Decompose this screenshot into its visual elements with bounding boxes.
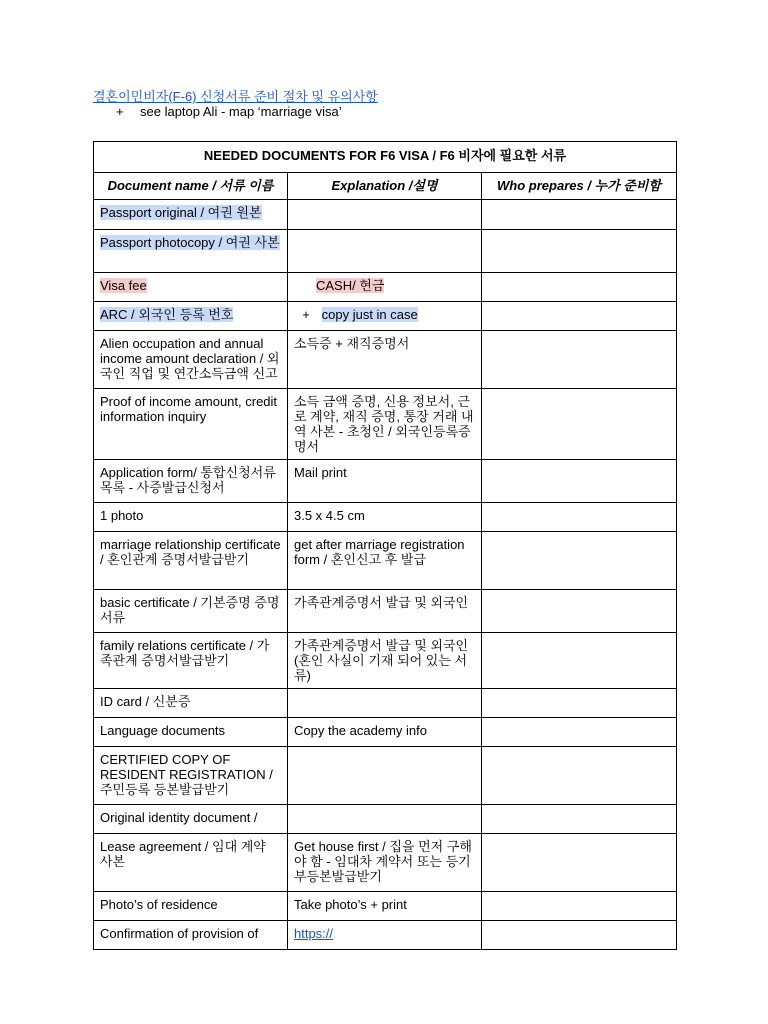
- cell-who[interactable]: [482, 503, 677, 532]
- cell-doc[interactable]: Lease agreement / 임대 계약 사본: [94, 834, 288, 892]
- table-row: [94, 302, 677, 331]
- documents-table: [93, 141, 677, 950]
- table-row: [94, 200, 677, 230]
- cell-doc[interactable]: Proof of income amount, credit information inquiry: [94, 389, 288, 460]
- cell-who[interactable]: [482, 921, 677, 950]
- cell-exp[interactable]: [288, 230, 482, 273]
- column-header-document: Document name / 서류 이름: [94, 173, 288, 200]
- cell-doc[interactable]: Language documents: [94, 718, 288, 747]
- table-row: [94, 590, 677, 633]
- cell-who[interactable]: [482, 718, 677, 747]
- cell-doc[interactable]: Confirmation of provision of: [94, 921, 288, 950]
- table-row: [94, 718, 677, 747]
- cell-who[interactable]: [482, 633, 677, 689]
- cell-who[interactable]: [482, 389, 677, 460]
- cell-who[interactable]: [482, 273, 677, 302]
- table-row: [94, 921, 677, 950]
- highlighted-text: Passport photocopy / 여권 사본: [100, 235, 280, 250]
- table-row: [94, 689, 677, 718]
- cell-who[interactable]: [482, 834, 677, 892]
- cell-doc[interactable]: Alien occupation and annual income amount declaration / 외국인 직업 및 연간소득금액 신고: [94, 331, 288, 389]
- cell-who[interactable]: [482, 302, 677, 331]
- cell-exp[interactable]: 가족관계증명서 발급 및 외국인: [288, 590, 482, 633]
- table-row: [94, 389, 677, 460]
- provision-link[interactable]: https://: [294, 926, 334, 941]
- highlighted-text: CASH/ 현금: [316, 278, 385, 293]
- column-header-explanation: Explanation /설명: [288, 173, 482, 200]
- table-row: [94, 460, 677, 503]
- table-row: [94, 273, 677, 302]
- cell-who[interactable]: [482, 689, 677, 718]
- cell-exp[interactable]: 3.5 x 4.5 cm: [288, 503, 482, 532]
- cell-doc[interactable]: marriage relationship certificate / 혼인관계 증명서발급받기: [94, 532, 288, 590]
- cell-who[interactable]: [482, 331, 677, 389]
- cell-doc[interactable]: basic certificate / 기본증명 증명서류: [94, 590, 288, 633]
- cell-exp[interactable]: [288, 921, 482, 950]
- cell-who[interactable]: [482, 805, 677, 834]
- laptop-note: [116, 104, 342, 119]
- column-header-who: Who prepares / 누가 준비함: [482, 173, 677, 200]
- cell-exp[interactable]: get after marriage registration form / 혼인신고 후 발급: [288, 532, 482, 590]
- table-row: [94, 532, 677, 590]
- cell-exp[interactable]: Take photo’s + print: [288, 892, 482, 921]
- cell-who[interactable]: [482, 747, 677, 805]
- cell-exp[interactable]: [288, 273, 482, 302]
- table-row: [94, 230, 677, 273]
- highlighted-text: Passport original / 여권 원본: [100, 205, 262, 220]
- cell-exp[interactable]: 소득증 + 재직증명서: [288, 331, 482, 389]
- cell-who[interactable]: [482, 200, 677, 230]
- table-row: [94, 805, 677, 834]
- table-row: [94, 747, 677, 805]
- cell-who[interactable]: [482, 230, 677, 273]
- plus-mark: +: [302, 307, 310, 322]
- cell-exp[interactable]: Copy the academy info: [288, 718, 482, 747]
- cell-exp[interactable]: [288, 805, 482, 834]
- cell-exp[interactable]: 가족관계증명서 발급 및 외국인 (혼인 사실이 기재 되어 있는 서류): [288, 633, 482, 689]
- cell-doc[interactable]: Photo’s of residence: [94, 892, 288, 921]
- table-row: [94, 331, 677, 389]
- highlighted-text: ARC / 외국인 등록 번호: [100, 307, 234, 322]
- cell-exp[interactable]: [288, 747, 482, 805]
- cell-who[interactable]: [482, 532, 677, 590]
- table-title: NEEDED DOCUMENTS FOR F6 VISA / F6 비자에 필요한 서류: [94, 142, 677, 173]
- table-row: [94, 834, 677, 892]
- cell-doc[interactable]: ID card / 신분증: [94, 689, 288, 718]
- cell-exp[interactable]: [288, 689, 482, 718]
- cell-exp[interactable]: [288, 302, 482, 331]
- table-row: [94, 633, 677, 689]
- cell-exp[interactable]: Get house first / 집을 먼저 구해야 함 - 임대차 계약서 또는 등기 부등본발급받기: [288, 834, 482, 892]
- table-row: [94, 892, 677, 921]
- cell-doc[interactable]: CERTIFIED COPY OF RESIDENT REGISTRATION / 주민등록 등본발급받기: [94, 747, 288, 805]
- cell-who[interactable]: [482, 460, 677, 503]
- cell-doc[interactable]: Application form/ 통합신청서류목록 - 사증발급신청서: [94, 460, 288, 503]
- cell-doc[interactable]: [94, 273, 288, 302]
- cell-who[interactable]: [482, 892, 677, 921]
- highlighted-text: copy just in case: [321, 307, 418, 322]
- cell-doc[interactable]: [94, 230, 288, 273]
- table-title-row: [94, 142, 677, 173]
- cell-who[interactable]: [482, 590, 677, 633]
- table-row: [94, 503, 677, 532]
- visa-guide-link[interactable]: 결혼이민비자(F-6) 신청서류 준비 절차 및 유의사항: [93, 89, 378, 104]
- highlighted-text: Visa fee: [100, 278, 147, 293]
- table-header-row: [94, 173, 677, 200]
- cell-doc[interactable]: 1 photo: [94, 503, 288, 532]
- cell-exp[interactable]: 소득 금액 증명, 신용 정보서, 근로 계약, 재직 증명, 통장 거래 내역 사본 - 초청인 / 외국인등록증명서: [288, 389, 482, 460]
- cell-doc[interactable]: family relations certificate / 가족관계 증명서발급받기: [94, 633, 288, 689]
- laptop-note-text: see laptop Ali - map ‘marriage visa’: [140, 104, 342, 119]
- cell-doc[interactable]: Original identity document /: [94, 805, 288, 834]
- cell-doc[interactable]: [94, 302, 288, 331]
- cell-doc[interactable]: [94, 200, 288, 230]
- cell-exp[interactable]: [288, 200, 482, 230]
- bullet-mark: +: [116, 104, 124, 119]
- cell-exp[interactable]: Mail print: [288, 460, 482, 503]
